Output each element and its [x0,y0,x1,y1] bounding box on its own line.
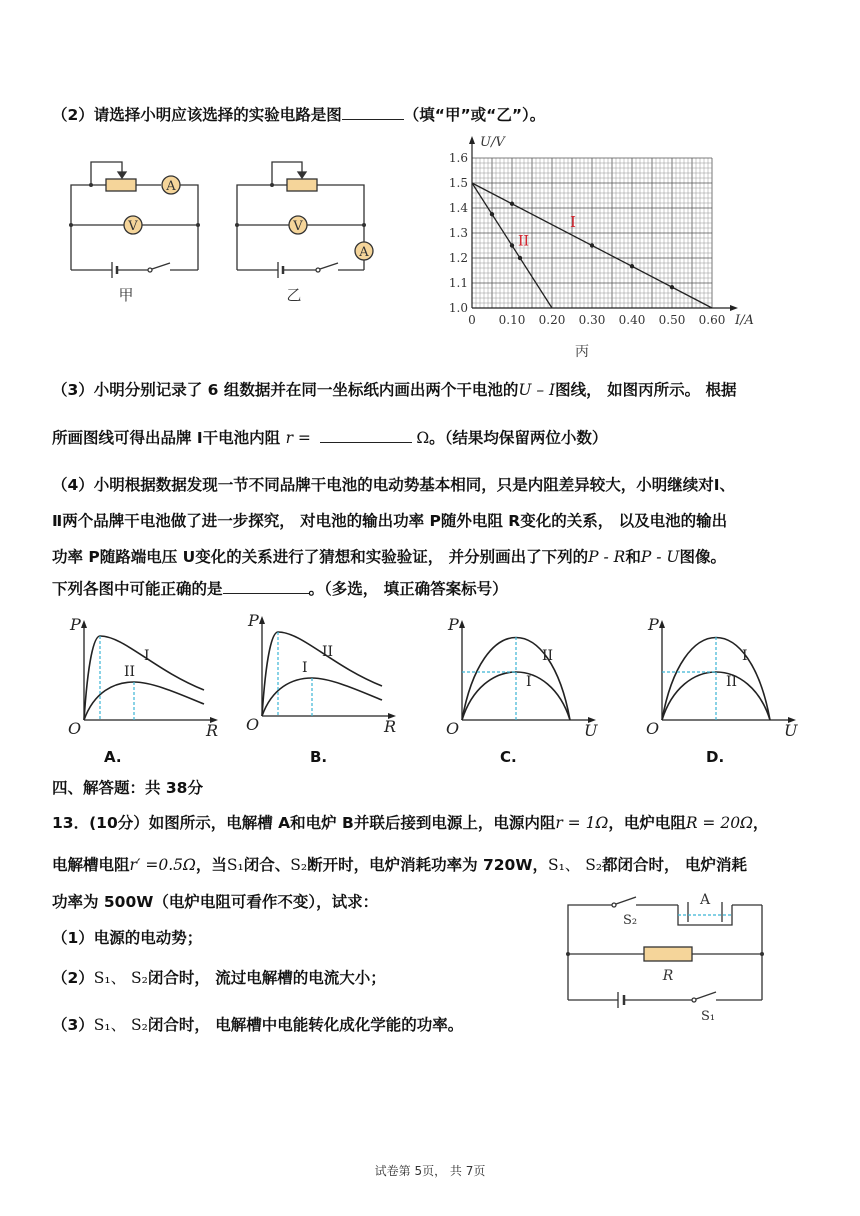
x-tick-label: 0.20 [538,313,566,327]
q13-sub2-math: S₁、 S₂ [93,969,148,987]
option-b-graph [240,608,400,744]
q13-math-r: r = 1Ω [555,814,609,832]
data-point [670,285,674,289]
ammeter-label: A [359,245,369,260]
curve-tall-label: I [742,648,748,664]
origin-label: O [446,719,460,738]
q13-text-2b: ，当 [195,856,227,874]
x-axis-arrow [730,305,738,311]
q2-text: （2）请选择小明应该选择的实验电路是图 [52,106,342,124]
q4-math-pu: P - U [640,548,680,566]
q4-math-pr: P - R [588,548,626,566]
q3-math-r: r = [285,429,311,447]
q13-math-r2: r′ =0.5Ω [129,856,196,874]
q4-text-4: 下列各图中可能正确的是 [52,580,223,598]
data-point [518,256,522,260]
q13-text-2e: 都闭合时， 电炉消耗 [602,856,747,874]
q13-math-R: R = 20Ω [685,814,753,832]
y-tick-label: 1.0 [448,301,468,315]
origin-label: O [68,719,82,738]
q2-text-post: （填“甲”或“乙”）。 [403,106,546,124]
curve-tall-label: II [542,648,554,664]
curve-tall-label: II [322,644,334,660]
q13-math-s2: S₂ [290,856,308,874]
q3-text-2: 所画图线可得出品牌 I干电池内阻 [52,429,281,447]
q13-text-b: ，电炉电阻 [608,814,686,832]
p-axis-label: P [448,615,459,634]
q13-line3: 功率为 500W（电炉电阻可看作不变），试求： [52,893,379,911]
q13-sub2-text: 闭合时， 流过电解槽的电流大小； [147,969,386,987]
q4-text-b: 图像。 [679,548,726,566]
origin-label: O [246,715,260,734]
q4-line4 [52,577,508,599]
chart-ylabel: U/V [480,135,505,150]
q4-line2: Ⅱ两个品牌干电池做了进一步探究， 对电池的输出功率 P随外电阻 R变化的关系， 以及电池的输出 [52,512,728,530]
curve-tall-label: I [144,648,150,664]
option-b-label[interactable]: B. [310,748,328,766]
q4-answer-blank[interactable] [223,593,309,594]
x-tick-label: 0.40 [618,313,646,327]
q2-line [52,103,545,125]
q13-sub3-text: 闭合时， 电解槽中电能转化成化学能的功率。 [147,1016,464,1034]
voltmeter-label: V [293,219,303,234]
y-axis-arrow [659,620,665,628]
q13-sub1: （1）电源的电动势； [52,929,203,947]
y-tick-label: 1.5 [448,176,468,190]
curve-short-label: I [302,660,308,676]
q13-text-2: 电解槽电阻 [52,856,130,874]
q13-text-2d: 断开时，电炉消耗功率为 720W， [307,856,548,874]
q3-line2 [52,426,607,448]
chart-axes [469,136,738,311]
x-tick-label: 0.10 [498,313,526,327]
q13-line1 [52,811,768,833]
q13-text: 13．(10分）如图所示，电解槽 A和电炉 B并联后接到电源上，电源内阻 [52,814,556,832]
cell-a-label: A [699,892,711,908]
q13-text-c: ， [752,814,769,832]
q13-circuit [560,888,770,1028]
y-axis-arrow [459,620,465,628]
data-point [590,243,594,247]
p-axis-label: P [248,611,259,630]
circuit-jia-caption: 甲 [118,286,134,304]
data-point [510,202,514,206]
q13-math-s1: S₁ [226,856,244,874]
page-footer: 试卷第 5页， 共 7页 [374,1164,486,1178]
switch-s2-label: S₂ [622,913,638,928]
q4-text: 功率 P随路端电压 U变化的关系进行了猜想和实验验证， 并分别画出了下列的 [52,548,589,566]
data-point [630,264,634,268]
x-tick-label: 0.50 [658,313,686,327]
x-tick-label: 0.30 [578,313,606,327]
q4-line1: （4）小明根据数据发现一节不同品牌干电池的电动势基本相同，只是内阻差异较大，小明继续对Ⅰ、 [52,476,736,494]
data-point [510,243,514,247]
y-tick-label: 1.6 [448,151,468,165]
q13-text-2c: 闭合、 [243,856,291,874]
voltmeter-label: V [128,219,138,234]
q2-answer-blank[interactable] [342,119,404,120]
ui-chart [430,132,770,364]
curve-short-label: I [526,674,532,690]
option-a-graph [62,612,222,744]
y-axis-arrow [81,620,87,628]
option-d-graph [640,612,800,744]
x-axis-label: U [784,721,798,740]
series-label-2: II [518,233,530,250]
q4-line3 [52,545,726,567]
q4-and: 和 [625,548,641,566]
q4-text-4b: 。（多选， 填正确答案标号） [308,580,508,598]
option-c-graph [440,612,600,744]
chart-caption: 丙 [575,344,589,360]
y-axis-arrow [469,136,475,144]
q13-sub3-num: （3） [52,1016,94,1034]
x-axis-label: R [206,721,219,740]
q3-text-2b: 。（结果均保留两位小数） [429,429,608,447]
q13-sub2 [52,966,386,988]
section-4-heading: 四、解答题：共 38分 [52,779,203,797]
q13-math-s1s2: S₁、 S₂ [547,856,603,874]
x-axis-label: R [384,717,397,736]
q13-sub3 [52,1013,463,1035]
y-tick-label: 1.1 [448,276,468,290]
curve-short [262,678,382,716]
x-tick-label: 0.60 [698,313,726,327]
origin-label: O [646,719,660,738]
switch-s1-label: S₁ [700,1009,716,1024]
p-axis-label: P [70,615,81,634]
option-d-label[interactable]: D. [706,748,725,766]
q3-unit: Ω [416,429,430,447]
curve-short-label: II [726,674,738,690]
y-tick-label: 1.3 [448,226,468,240]
q3-math-ui: U – I [518,381,556,399]
ammeter-label: A [166,179,176,194]
data-point [490,212,494,216]
y-axis-arrow [259,616,265,624]
chart-grid [472,158,712,308]
curve-short-label: II [124,664,136,680]
circuit-jia [66,150,206,310]
option-a-label[interactable]: A. [104,748,122,766]
q13-line2 [52,853,747,875]
series-label-1: I [570,212,576,231]
q3-line1 [52,378,736,400]
q13-sub2-num: （2） [52,969,94,987]
x-tick-label: 0 [468,313,476,327]
circuit-yi [232,150,382,310]
p-axis-label: P [648,615,659,634]
y-tick-label: 1.4 [448,201,468,215]
q3-answer-blank[interactable] [320,442,412,443]
x-axis-label: U [584,721,598,740]
q3-text: （3）小明分别记录了 6 组数据并在同一坐标纸内画出两个干电池的 [52,381,519,399]
chart-xlabel: I/A [735,313,754,328]
circuit-yi-caption: 乙 [286,286,302,304]
option-c-label[interactable]: C. [500,748,517,766]
q13-sub3-math: S₁、 S₂ [93,1016,148,1034]
q3-text-b: 图线， 如图丙所示。 根据 [555,381,737,399]
curve-short [84,682,204,720]
resistor-r-label: R [662,968,674,984]
y-tick-label: 1.2 [448,251,468,265]
